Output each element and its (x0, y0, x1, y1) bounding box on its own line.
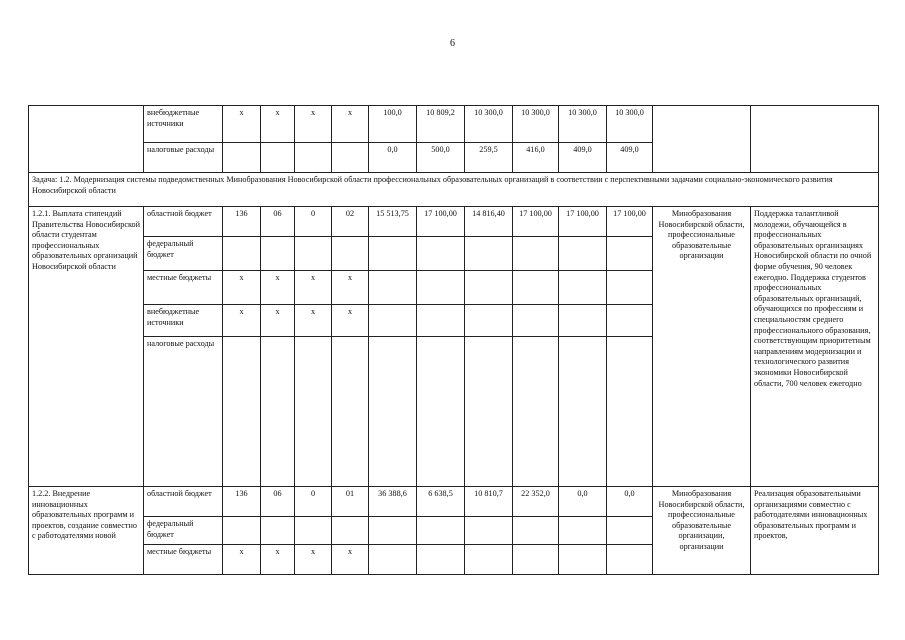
code-cell: х (223, 106, 261, 143)
value-cell (369, 271, 417, 305)
code-cell: 136 (223, 487, 261, 517)
value-cell (559, 305, 607, 337)
value-cell (607, 337, 653, 487)
code-cell: х (261, 271, 295, 305)
code-cell (295, 337, 332, 487)
value-cell (465, 271, 513, 305)
funding-source-cell: местные бюджеты (144, 545, 223, 575)
code-cell: х (223, 305, 261, 337)
code-cell: 01 (332, 487, 369, 517)
value-cell: 36 388,6 (369, 487, 417, 517)
funding-source-cell: федеральный бюджет (144, 517, 223, 545)
code-cell: 0 (295, 487, 332, 517)
value-cell: 500,0 (417, 143, 465, 173)
value-cell (369, 305, 417, 337)
code-cell: х (332, 305, 369, 337)
funding-source-cell: налоговые расходы (144, 337, 223, 487)
table-row (29, 207, 879, 237)
code-cell: х (332, 106, 369, 143)
value-cell (369, 337, 417, 487)
code-cell (332, 517, 369, 545)
code-cell (223, 337, 261, 487)
measure-name-cell: 1.2.2. Внедрение инновационных образовательных программ и проектов, создание совместно с работодателями новой (29, 487, 144, 575)
funding-source-cell: местные бюджеты (144, 271, 223, 305)
value-cell (513, 305, 559, 337)
code-cell (332, 237, 369, 271)
value-cell (513, 545, 559, 575)
value-cell: 10 810,7 (465, 487, 513, 517)
value-cell (465, 337, 513, 487)
value-cell: 17 100,00 (513, 207, 559, 237)
code-cell (295, 143, 332, 173)
value-cell (465, 237, 513, 271)
code-cell (223, 143, 261, 173)
value-cell (417, 337, 465, 487)
table-row (29, 487, 879, 517)
value-cell (559, 271, 607, 305)
code-cell: 136 (223, 207, 261, 237)
code-cell: х (295, 305, 332, 337)
result-cell: Поддержка талантливой молодежи, обучающейся в профессиональных образовательных организациях Новосибирской области по очной форме обучения, 90 человек ежегодно. Поддержка студентов профессиональных образовательных организаций, обучающихся по профессиям и специальностям среднего профессионального образования, соответствующим приоритетным направлениям модернизации и технологического развития экономики Новосибирской области, 700 человек ежегодно (751, 207, 879, 487)
value-cell (513, 237, 559, 271)
program-table (28, 105, 879, 575)
code-cell: 06 (261, 207, 295, 237)
value-cell (513, 337, 559, 487)
executor-cell: Минобразования Новосибирской области, профессиональные образовательные организации, организации (653, 487, 751, 575)
value-cell (607, 237, 653, 271)
code-cell: х (295, 271, 332, 305)
value-cell (559, 337, 607, 487)
value-cell: 409,0 (607, 143, 653, 173)
value-cell: 10 300,0 (559, 106, 607, 143)
value-cell (465, 545, 513, 575)
value-cell: 15 513,75 (369, 207, 417, 237)
value-cell (465, 517, 513, 545)
funding-source-cell: внебюджетные источники (144, 106, 223, 143)
code-cell (223, 237, 261, 271)
value-cell: 6 638,5 (417, 487, 465, 517)
executor-cell: Минобразования Новосибирской области, профессиональные образовательные организации (653, 207, 751, 487)
value-cell: 409,0 (559, 143, 607, 173)
code-cell: х (261, 305, 295, 337)
value-cell (417, 545, 465, 575)
value-cell (607, 305, 653, 337)
code-cell: 06 (261, 487, 295, 517)
code-cell: 0 (295, 207, 332, 237)
funding-source-cell: налоговые расходы (144, 143, 223, 173)
value-cell: 10 300,0 (607, 106, 653, 143)
code-cell (261, 143, 295, 173)
code-cell (261, 337, 295, 487)
funding-source-cell: внебюджетные источники (144, 305, 223, 337)
code-cell: х (295, 106, 332, 143)
task-title: Задача: 1.2. Модернизация системы подведомственных Минобразования Новосибирской области профессиональных образовательных организаций в соответствии с перспективными задачами социально-экономического развития Новосибирской области (29, 173, 879, 207)
page-number: 6 (450, 38, 455, 49)
measure-name-cell: 1.2.1. Выплата стипендий Правительства Новосибирской области студентам профессиональных образовательных организаций Новосибирской области (29, 207, 144, 487)
value-cell: 100,0 (369, 106, 417, 143)
code-cell (223, 517, 261, 545)
value-cell (465, 305, 513, 337)
code-cell: х (295, 545, 332, 575)
task-row (29, 173, 879, 207)
code-cell: х (223, 271, 261, 305)
value-cell (607, 271, 653, 305)
value-cell (369, 517, 417, 545)
funding-source-cell: федеральный бюджет (144, 237, 223, 271)
value-cell: 22 352,0 (513, 487, 559, 517)
value-cell (417, 271, 465, 305)
funding-source-cell: областной бюджет (144, 207, 223, 237)
value-cell: 10 300,0 (465, 106, 513, 143)
value-cell (559, 517, 607, 545)
value-cell: 416,0 (513, 143, 559, 173)
value-cell: 0,0 (559, 487, 607, 517)
executor-cell (653, 106, 751, 173)
value-cell (607, 517, 653, 545)
value-cell (513, 517, 559, 545)
code-cell (295, 237, 332, 271)
table-row (29, 106, 879, 143)
code-cell (261, 237, 295, 271)
value-cell (417, 305, 465, 337)
value-cell: 17 100,00 (417, 207, 465, 237)
code-cell: х (223, 545, 261, 575)
code-cell: х (261, 545, 295, 575)
code-cell (332, 143, 369, 173)
code-cell (261, 517, 295, 545)
value-cell: 0,0 (607, 487, 653, 517)
value-cell (513, 271, 559, 305)
value-cell (607, 545, 653, 575)
value-cell: 14 816,40 (465, 207, 513, 237)
code-cell: х (261, 106, 295, 143)
code-cell (332, 337, 369, 487)
value-cell (417, 237, 465, 271)
table-body (29, 106, 879, 575)
value-cell: 0,0 (369, 143, 417, 173)
value-cell (559, 545, 607, 575)
value-cell (559, 237, 607, 271)
result-cell: Реализация образовательными организациями совместно с работодателями инновационных образовательных программ и проектов, (751, 487, 879, 575)
measure-name-cell (29, 106, 144, 173)
code-cell: х (332, 545, 369, 575)
code-cell (295, 517, 332, 545)
value-cell: 17 100,00 (607, 207, 653, 237)
result-cell (751, 106, 879, 173)
value-cell: 17 100,00 (559, 207, 607, 237)
value-cell: 10 300,0 (513, 106, 559, 143)
value-cell (417, 517, 465, 545)
value-cell (369, 545, 417, 575)
value-cell: 259,5 (465, 143, 513, 173)
value-cell (369, 237, 417, 271)
funding-source-cell: областной бюджет (144, 487, 223, 517)
code-cell: 02 (332, 207, 369, 237)
value-cell: 10 809,2 (417, 106, 465, 143)
code-cell: х (332, 271, 369, 305)
